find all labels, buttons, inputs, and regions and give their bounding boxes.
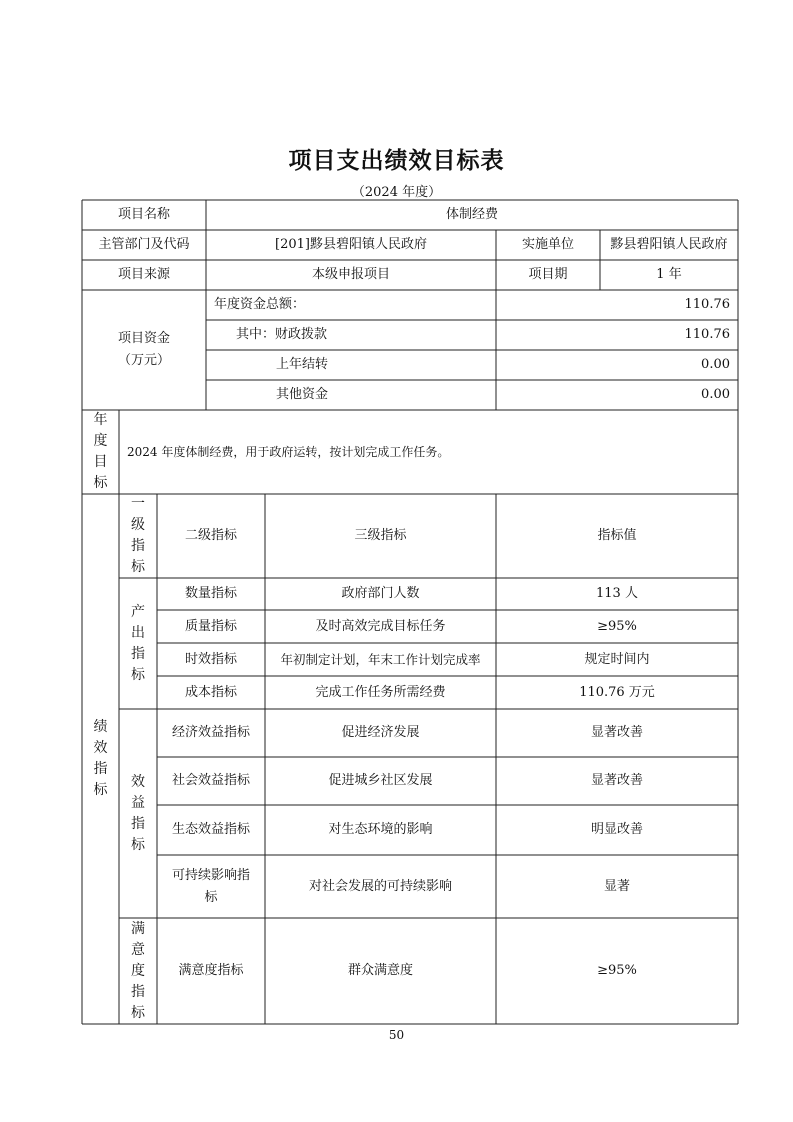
row-level2: 可持续影响指标 xyxy=(171,867,250,905)
source-label: 项目来源 xyxy=(117,267,170,282)
row-value: 显著 xyxy=(603,878,630,894)
row-level3: 完成工作任务所需经费 xyxy=(315,684,446,700)
row-value: ≥95% xyxy=(597,963,637,978)
row-value: 显著改善 xyxy=(590,725,643,740)
row-value: 显著改善 xyxy=(590,773,643,788)
annual-goal-label xyxy=(82,410,119,494)
row-level3: 群众满意度 xyxy=(347,963,413,978)
funds-total-label: 年度资金总额： xyxy=(214,297,306,312)
row-level3: 年初制定计划，年末工作计划完成率 xyxy=(280,651,481,667)
row-level3: 政府部门人数 xyxy=(341,586,420,601)
impl-unit-value: 黟县碧阳镇人民政府 xyxy=(610,237,728,252)
dept-value: [201]黟县碧阳镇人民政府 xyxy=(275,237,427,252)
row-level2: 经济效益指标 xyxy=(171,725,250,740)
row-value: 113 人 xyxy=(596,586,638,601)
row-level2: 满意度指标 xyxy=(178,963,244,978)
row-level3: 对生态环境的影响 xyxy=(328,822,433,837)
dept-label: 主管部门及代码 xyxy=(98,237,190,252)
annual-goal-label-text: 年度目标 xyxy=(93,412,108,491)
funds-fiscal-label: 其中：财政拨款 xyxy=(236,327,328,342)
group-output-label-text: 产出指标 xyxy=(131,603,145,683)
group-output-label xyxy=(119,578,157,709)
group-benefit-label-text: 效益指标 xyxy=(131,773,145,853)
row-level3: 及时高效完成目标任务 xyxy=(315,618,446,634)
row-value: ≥95% xyxy=(597,618,637,634)
group-satisfaction-label-text: 满意度指标 xyxy=(131,920,145,1021)
row-level2: 数量指标 xyxy=(184,586,237,601)
group-benefit-label xyxy=(119,709,157,918)
project-name-value: 体制经费 xyxy=(445,207,498,222)
funds-carryover-label: 上年结转 xyxy=(276,357,329,372)
row-value: 规定时间内 xyxy=(584,651,650,667)
row-level2: 生态效益指标 xyxy=(171,822,250,837)
perf-label-text: 绩效指标 xyxy=(93,719,108,798)
header-level1 xyxy=(119,494,157,578)
funds-other-value: 0.00 xyxy=(701,387,730,402)
page-title: 项目支出绩效目标表 xyxy=(288,148,505,174)
header-value: 指标值 xyxy=(597,528,637,543)
row-level2: 时效指标 xyxy=(184,651,237,667)
row-level3: 促进经济发展 xyxy=(341,725,420,740)
row-level2: 成本指标 xyxy=(184,684,237,700)
annual-goal-text: 2024 年度体制经费，用于政府运转，按计划完成工作任务。 xyxy=(127,445,450,459)
project-name-label: 项目名称 xyxy=(117,207,170,222)
row-level2: 质量指标 xyxy=(184,618,237,634)
funds-carryover-value: 0.00 xyxy=(701,357,730,372)
header-level1-text: 一级指标 xyxy=(131,496,145,575)
row-level3: 促进城乡社区发展 xyxy=(328,773,433,788)
impl-unit-label: 实施单位 xyxy=(521,237,574,252)
funds-label-line2: （万元） xyxy=(117,353,170,368)
funds-fiscal-value: 110.76 xyxy=(684,327,730,342)
funds-label-line1: 项目资金 xyxy=(117,331,170,346)
funds-other-label: 其他资金 xyxy=(276,387,329,402)
funds-label xyxy=(82,290,206,410)
row-value: 明显改善 xyxy=(590,822,643,837)
group-satisfaction-label xyxy=(119,918,157,1024)
period-value: 1 年 xyxy=(656,267,682,282)
header-level2: 二级指标 xyxy=(184,528,237,543)
page-number: 50 xyxy=(388,1028,405,1042)
source-value: 本级申报项目 xyxy=(311,267,390,282)
funds-total-value: 110.76 xyxy=(684,297,730,312)
header-level3: 三级指标 xyxy=(354,528,407,543)
period-label: 项目期 xyxy=(528,267,568,282)
row-level3: 对社会发展的可持续影响 xyxy=(308,878,452,894)
row-value: 110.76 万元 xyxy=(579,684,655,700)
year-subtitle: （2024 年度） xyxy=(351,185,442,200)
perf-label xyxy=(82,494,119,1024)
row-level2: 社会效益指标 xyxy=(171,773,250,788)
